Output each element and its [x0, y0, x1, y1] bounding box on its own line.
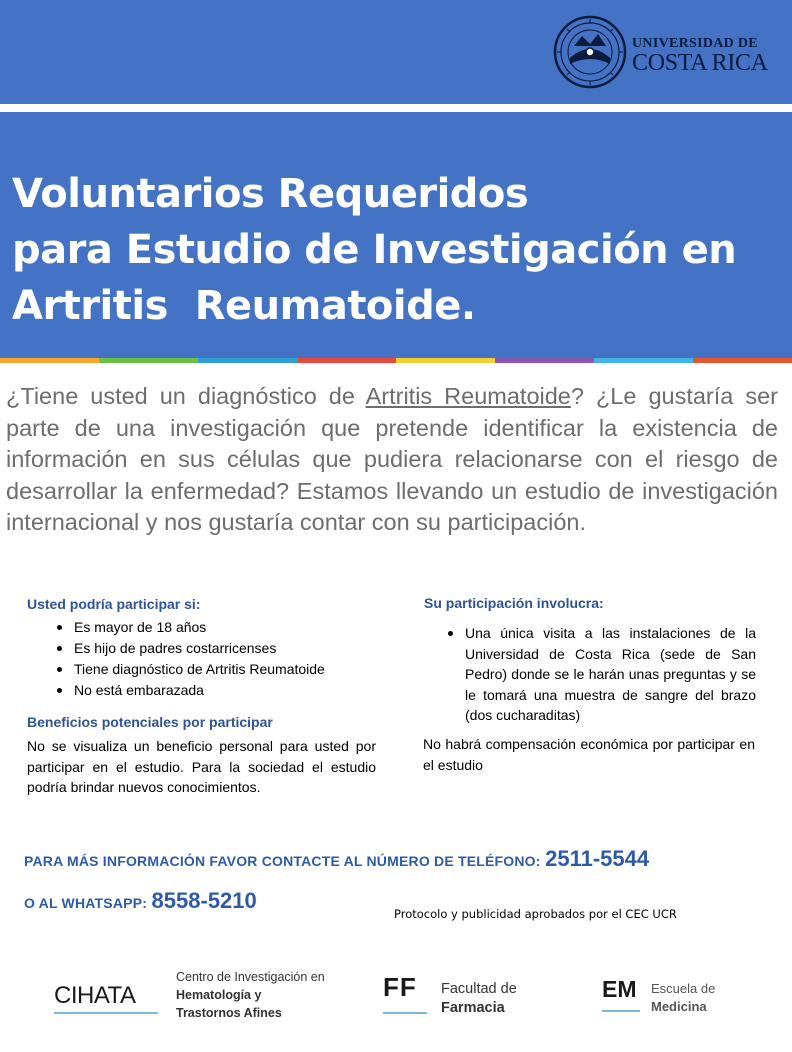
benefits-text: No se visualiza un beneficio personal para usted por participar en el estudio. Para la sociedad el estudio podría brindar nuevos conocimientos. [27, 738, 376, 795]
logo-line2: COSTA RICA [632, 50, 768, 76]
stripe-segment [297, 358, 396, 363]
stripe-segment [396, 358, 495, 363]
stripe-segment [495, 358, 594, 363]
compensation-text: No habrá compensación económica por participar en el estudio [423, 736, 755, 773]
cihata-line2: Hematología y [176, 988, 262, 1002]
university-logo [552, 14, 768, 94]
medicina-line2: Medicina [651, 998, 707, 1014]
title-line-1: Voluntarios Requeridos [12, 171, 529, 217]
stripe-segment [99, 358, 198, 363]
whatsapp-label: O AL WHATSAPP: [24, 895, 148, 911]
header-divider [0, 104, 792, 112]
farmacia-underline [383, 1012, 427, 1014]
phone-contact [24, 846, 649, 872]
involvement-heading: Su participación involucra: [424, 595, 604, 611]
intro-text-start: ¿Tiene usted un diagnóstico de [6, 383, 366, 409]
cihata-mark: CIHATA [54, 982, 136, 1009]
farmacia-text [441, 980, 517, 1018]
medicina-underline [602, 1010, 640, 1012]
protocol-note: Protocolo y publicidad aprobados por el CEC UCR [394, 907, 677, 921]
involvement-list [443, 623, 756, 726]
phone-number: 2511-5544 [545, 846, 650, 871]
medicina-mark: EM [602, 976, 637, 1002]
cihata-line1: Centro de Investigación en [176, 970, 325, 984]
whatsapp-number: 8558-5210 [151, 888, 257, 913]
medicina-line1: Escuela de [651, 981, 716, 996]
intro-paragraph [6, 381, 778, 539]
title-line-2: para Estudio de Investigación en [12, 227, 737, 273]
eligibility-list [52, 617, 382, 701]
list-item: Tiene diagnóstico de Artritis Reumatoide [52, 659, 382, 680]
eligibility-heading: Usted podría participar si: [27, 596, 201, 612]
cihata-text [176, 968, 325, 1022]
farmacia-line1: Facultad de [441, 981, 517, 997]
page-title [12, 166, 782, 334]
farmacia-line2: Farmacia [441, 1000, 505, 1016]
medicina-text [651, 980, 715, 1015]
stripe-segment [594, 358, 693, 363]
logo-line1: UNIVERSIDAD DE [632, 36, 758, 51]
list-item: Es mayor de 18 años [52, 617, 382, 638]
cihata-underline [54, 1012, 158, 1014]
stripe-segment [0, 358, 99, 363]
cihata-line3: Trastornos Afines [176, 1006, 282, 1020]
title-line-3: Artritis Reumatoide. [12, 283, 476, 329]
university-seal-icon [552, 14, 628, 90]
intro-text-end: ? ¿Le gustaría ser parte de una investigación que pretende identificar la existencia de información en sus células que pudiera relacionarse con el riesgo de desarrollar la enfermedad? Estamos llevando un estudio de investigación internacional y nos gustaría contar con su participación. [6, 383, 778, 535]
whatsapp-contact [24, 888, 257, 914]
stripe-segment [198, 358, 297, 363]
benefits-heading: Beneficios potenciales por participar [27, 714, 273, 730]
stripe-segment [693, 358, 792, 363]
list-item: Una única visita a las instalaciones de la Universidad de Costa Rica (sede de San Pedro) donde se le harán unas preguntas y se le tomará una muestra de sangre del brazo (dos cucharaditas) [443, 623, 756, 726]
list-item: Es hijo de padres costarricenses [52, 638, 382, 659]
intro-highlight: Artritis Reumatoide [365, 383, 571, 409]
phone-label: PARA MÁS INFORMACIÓN FAVOR CONTACTE AL NÚMERO DE TELÉFONO: [24, 853, 541, 869]
list-item: No está embarazada [52, 680, 382, 701]
farmacia-mark: FF [383, 972, 417, 1002]
